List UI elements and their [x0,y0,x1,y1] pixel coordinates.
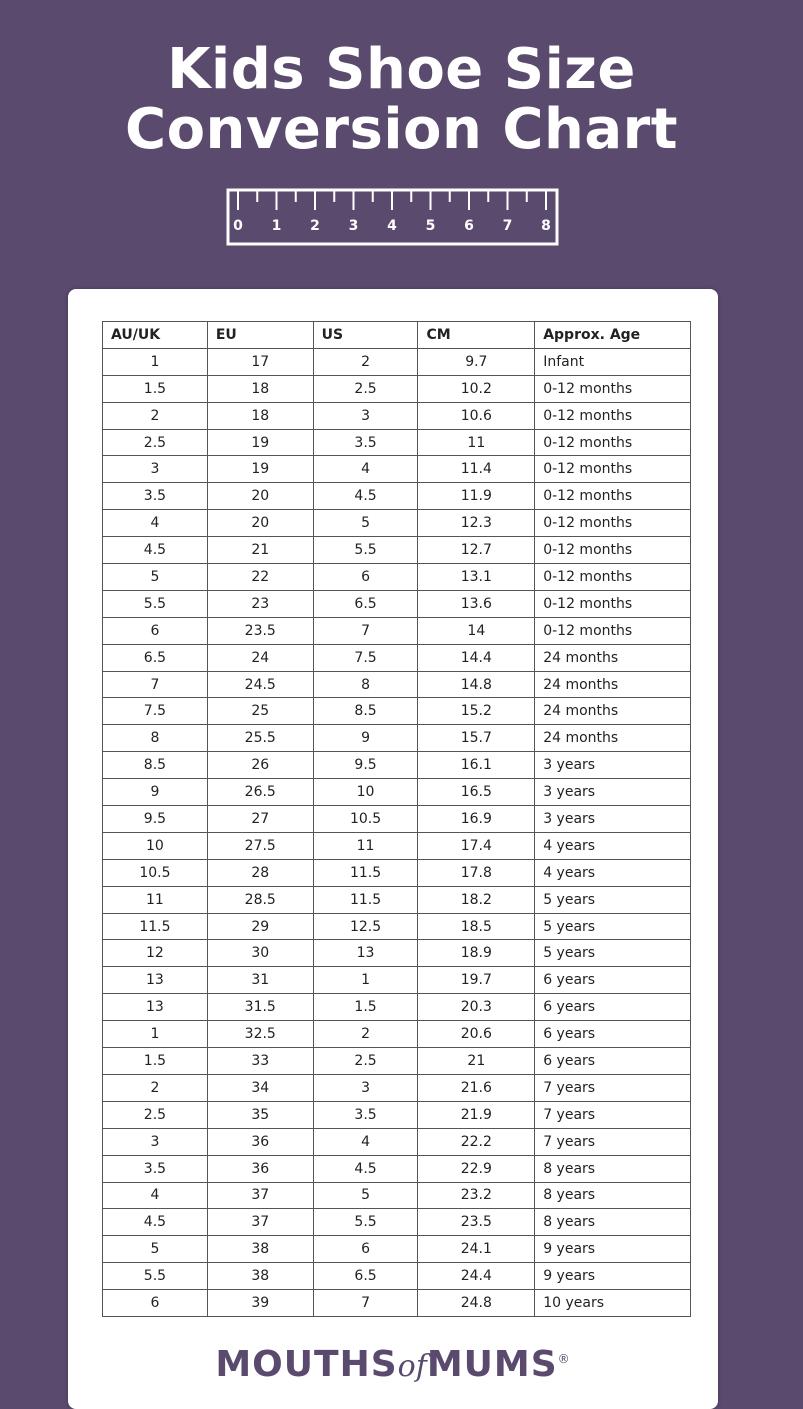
logo-text-mouths: MOUTHS [215,1344,398,1385]
cell-us: 8 [313,671,418,698]
cell-us: 11.5 [313,886,418,913]
title-line-1: Kids Shoe Size [167,37,636,102]
cell-cm: 24.4 [418,1263,535,1290]
cell-eu: 28 [207,859,313,886]
cell-cm: 18.5 [418,913,535,940]
table-row [103,994,691,1021]
table-row [103,456,691,483]
cell-cm: 11.9 [418,483,535,510]
cell-eu: 23.5 [207,617,313,644]
cell-cm: 18.9 [418,940,535,967]
cell-au-uk: 5.5 [103,1263,208,1290]
cell-age: 3 years [535,806,691,833]
ruler-label: 1 [271,218,282,234]
table-row [103,752,691,779]
cell-us: 2.5 [313,1048,418,1075]
ruler-icon [226,188,559,246]
header-us: US [313,322,418,349]
cell-us: 6.5 [313,590,418,617]
cell-age: 8 years [535,1182,691,1209]
cell-eu: 27 [207,806,313,833]
table-row [103,483,691,510]
table-row [103,1236,691,1263]
cell-age: 3 years [535,779,691,806]
cell-au-uk: 3 [103,1128,208,1155]
table-row [103,1290,691,1317]
table-row [103,348,691,375]
cell-au-uk: 11 [103,886,208,913]
cell-age: 6 years [535,1021,691,1048]
table-row [103,671,691,698]
cell-us: 5 [313,1182,418,1209]
cell-us: 1 [313,967,418,994]
logo-text-of: of [397,1349,427,1384]
cell-au-uk: 9.5 [103,806,208,833]
cell-age: 0-12 months [535,375,691,402]
cell-us: 6.5 [313,1263,418,1290]
table-row [103,510,691,537]
cell-cm: 10.6 [418,402,535,429]
ruler-label: 3 [348,218,359,234]
table-row [103,1128,691,1155]
cell-us: 7 [313,1290,418,1317]
cell-us: 4.5 [313,1155,418,1182]
cell-age: 8 years [535,1155,691,1182]
cell-au-uk: 4.5 [103,537,208,564]
cell-cm: 13.6 [418,590,535,617]
cell-us: 2 [313,1021,418,1048]
cell-au-uk: 7 [103,671,208,698]
header-approx-age: Approx. Age [535,322,691,349]
cell-cm: 14.4 [418,644,535,671]
cell-age: 24 months [535,671,691,698]
table-row [103,590,691,617]
brand-logo [68,1344,718,1385]
cell-eu: 31.5 [207,994,313,1021]
cell-eu: 32.5 [207,1021,313,1048]
cell-age: 4 years [535,859,691,886]
cell-us: 9 [313,725,418,752]
cell-cm: 14 [418,617,535,644]
header-eu: EU [207,322,313,349]
cell-cm: 11 [418,429,535,456]
cell-cm: 16.9 [418,806,535,833]
cell-eu: 38 [207,1236,313,1263]
cell-us: 4 [313,456,418,483]
cell-age: 7 years [535,1074,691,1101]
cell-au-uk: 3.5 [103,1155,208,1182]
cell-au-uk: 4 [103,1182,208,1209]
table-row [103,779,691,806]
cell-us: 5 [313,510,418,537]
cell-au-uk: 9 [103,779,208,806]
cell-cm: 20.6 [418,1021,535,1048]
cell-eu: 38 [207,1263,313,1290]
table-row [103,698,691,725]
cell-us: 13 [313,940,418,967]
table-row [103,1209,691,1236]
ruler-label: 8 [541,218,551,234]
cell-au-uk: 2 [103,1074,208,1101]
cell-eu: 27.5 [207,832,313,859]
cell-eu: 19 [207,456,313,483]
cell-au-uk: 10.5 [103,859,208,886]
cell-cm: 17.4 [418,832,535,859]
cell-us: 2.5 [313,375,418,402]
cell-cm: 11.4 [418,456,535,483]
cell-au-uk: 1.5 [103,1048,208,1075]
cell-au-uk: 2.5 [103,1101,208,1128]
cell-au-uk: 1.5 [103,375,208,402]
cell-us: 7.5 [313,644,418,671]
cell-cm: 19.7 [418,967,535,994]
size-conversion-table [102,321,691,1317]
cell-cm: 13.1 [418,564,535,591]
registered-mark: ® [557,1352,571,1366]
logo-text-mums: MUMS [426,1344,558,1385]
table-row [103,832,691,859]
table-row [103,806,691,833]
cell-us: 4 [313,1128,418,1155]
cell-us: 10.5 [313,806,418,833]
header-cm: CM [418,322,535,349]
cell-au-uk: 5.5 [103,590,208,617]
cell-age: 24 months [535,644,691,671]
table-row [103,1101,691,1128]
cell-cm: 12.7 [418,537,535,564]
cell-eu: 24.5 [207,671,313,698]
cell-age: Infant [535,348,691,375]
cell-au-uk: 6 [103,617,208,644]
cell-age: 0-12 months [535,590,691,617]
cell-cm: 15.2 [418,698,535,725]
ruler-label: 0 [233,218,243,234]
cell-us: 3.5 [313,1101,418,1128]
cell-eu: 28.5 [207,886,313,913]
page-title [0,37,803,162]
table-row [103,725,691,752]
cell-age: 0-12 months [535,456,691,483]
cell-au-uk: 5 [103,1236,208,1263]
ruler-label: 4 [387,218,397,234]
cell-age: 0-12 months [535,483,691,510]
cell-us: 6 [313,564,418,591]
cell-eu: 31 [207,967,313,994]
cell-us: 3 [313,402,418,429]
cell-age: 8 years [535,1209,691,1236]
cell-us: 5.5 [313,1209,418,1236]
ruler-label: 2 [310,218,320,234]
cell-age: 6 years [535,967,691,994]
table-row [103,402,691,429]
cell-eu: 18 [207,375,313,402]
cell-us: 3 [313,1074,418,1101]
cell-au-uk: 4 [103,510,208,537]
cell-au-uk: 8.5 [103,752,208,779]
cell-au-uk: 3 [103,456,208,483]
cell-cm: 18.2 [418,886,535,913]
cell-eu: 26 [207,752,313,779]
table-row [103,537,691,564]
cell-age: 7 years [535,1101,691,1128]
table-row [103,913,691,940]
table-row [103,429,691,456]
cell-au-uk: 3.5 [103,483,208,510]
table-row [103,375,691,402]
cell-age: 0-12 months [535,564,691,591]
table-row [103,564,691,591]
cell-cm: 22.9 [418,1155,535,1182]
cell-age: 0-12 months [535,510,691,537]
cell-age: 9 years [535,1236,691,1263]
cell-eu: 33 [207,1048,313,1075]
table-row [103,886,691,913]
table-row [103,940,691,967]
cell-eu: 26.5 [207,779,313,806]
cell-us: 8.5 [313,698,418,725]
cell-au-uk: 1 [103,348,208,375]
cell-cm: 22.2 [418,1128,535,1155]
cell-cm: 14.8 [418,671,535,698]
cell-eu: 36 [207,1128,313,1155]
cell-us: 1.5 [313,994,418,1021]
table-row [103,1048,691,1075]
cell-us: 3.5 [313,429,418,456]
cell-au-uk: 11.5 [103,913,208,940]
cell-eu: 29 [207,913,313,940]
cell-us: 4.5 [313,483,418,510]
cell-age: 6 years [535,994,691,1021]
cell-cm: 10.2 [418,375,535,402]
cell-us: 11 [313,832,418,859]
cell-cm: 23.5 [418,1209,535,1236]
cell-age: 10 years [535,1290,691,1317]
cell-age: 6 years [535,1048,691,1075]
cell-us: 5.5 [313,537,418,564]
cell-eu: 20 [207,510,313,537]
cell-eu: 19 [207,429,313,456]
cell-cm: 24.1 [418,1236,535,1263]
ruler-label: 7 [502,218,513,234]
cell-cm: 21.6 [418,1074,535,1101]
cell-eu: 35 [207,1101,313,1128]
cell-au-uk: 1 [103,1021,208,1048]
cell-cm: 20.3 [418,994,535,1021]
table-row [103,1263,691,1290]
cell-au-uk: 5 [103,564,208,591]
cell-age: 5 years [535,886,691,913]
cell-cm: 16.1 [418,752,535,779]
table-header-row [103,322,691,349]
cell-eu: 36 [207,1155,313,1182]
table-row [103,1021,691,1048]
title-line-2: Conversion Chart [124,97,679,162]
table-row [103,1074,691,1101]
cell-au-uk: 10 [103,832,208,859]
cell-au-uk: 13 [103,967,208,994]
cell-au-uk: 12 [103,940,208,967]
cell-eu: 21 [207,537,313,564]
cell-au-uk: 6.5 [103,644,208,671]
cell-cm: 21.9 [418,1101,535,1128]
cell-us: 9.5 [313,752,418,779]
cell-age: 0-12 months [535,537,691,564]
cell-eu: 34 [207,1074,313,1101]
table-row [103,967,691,994]
cell-cm: 15.7 [418,725,535,752]
cell-eu: 18 [207,402,313,429]
cell-au-uk: 4.5 [103,1209,208,1236]
cell-cm: 17.8 [418,859,535,886]
cell-age: 7 years [535,1128,691,1155]
cell-us: 7 [313,617,418,644]
cell-age: 0-12 months [535,429,691,456]
cell-cm: 16.5 [418,779,535,806]
ruler-label: 5 [425,218,436,234]
cell-us: 6 [313,1236,418,1263]
cell-us: 10 [313,779,418,806]
cell-age: 0-12 months [535,617,691,644]
cell-cm: 24.8 [418,1290,535,1317]
cell-eu: 20 [207,483,313,510]
cell-eu: 37 [207,1209,313,1236]
cell-eu: 17 [207,348,313,375]
header-au-uk: AU/UK [103,322,208,349]
cell-eu: 23 [207,590,313,617]
table-row [103,1182,691,1209]
chart-card [68,289,718,1409]
cell-au-uk: 2 [103,402,208,429]
cell-eu: 37 [207,1182,313,1209]
ruler-label: 6 [464,218,474,234]
cell-au-uk: 13 [103,994,208,1021]
cell-us: 2 [313,348,418,375]
table-row [103,617,691,644]
cell-eu: 24 [207,644,313,671]
cell-us: 12.5 [313,913,418,940]
cell-age: 3 years [535,752,691,779]
cell-au-uk: 8 [103,725,208,752]
cell-age: 9 years [535,1263,691,1290]
cell-age: 24 months [535,725,691,752]
cell-age: 5 years [535,913,691,940]
cell-cm: 12.3 [418,510,535,537]
cell-age: 24 months [535,698,691,725]
cell-au-uk: 2.5 [103,429,208,456]
cell-eu: 39 [207,1290,313,1317]
cell-cm: 23.2 [418,1182,535,1209]
cell-eu: 25 [207,698,313,725]
cell-cm: 21 [418,1048,535,1075]
cell-eu: 22 [207,564,313,591]
cell-au-uk: 7.5 [103,698,208,725]
table-row [103,1155,691,1182]
cell-cm: 9.7 [418,348,535,375]
cell-eu: 30 [207,940,313,967]
cell-eu: 25.5 [207,725,313,752]
table-row [103,644,691,671]
cell-age: 4 years [535,832,691,859]
cell-age: 0-12 months [535,402,691,429]
cell-us: 11.5 [313,859,418,886]
cell-au-uk: 6 [103,1290,208,1317]
cell-age: 5 years [535,940,691,967]
table-row [103,859,691,886]
